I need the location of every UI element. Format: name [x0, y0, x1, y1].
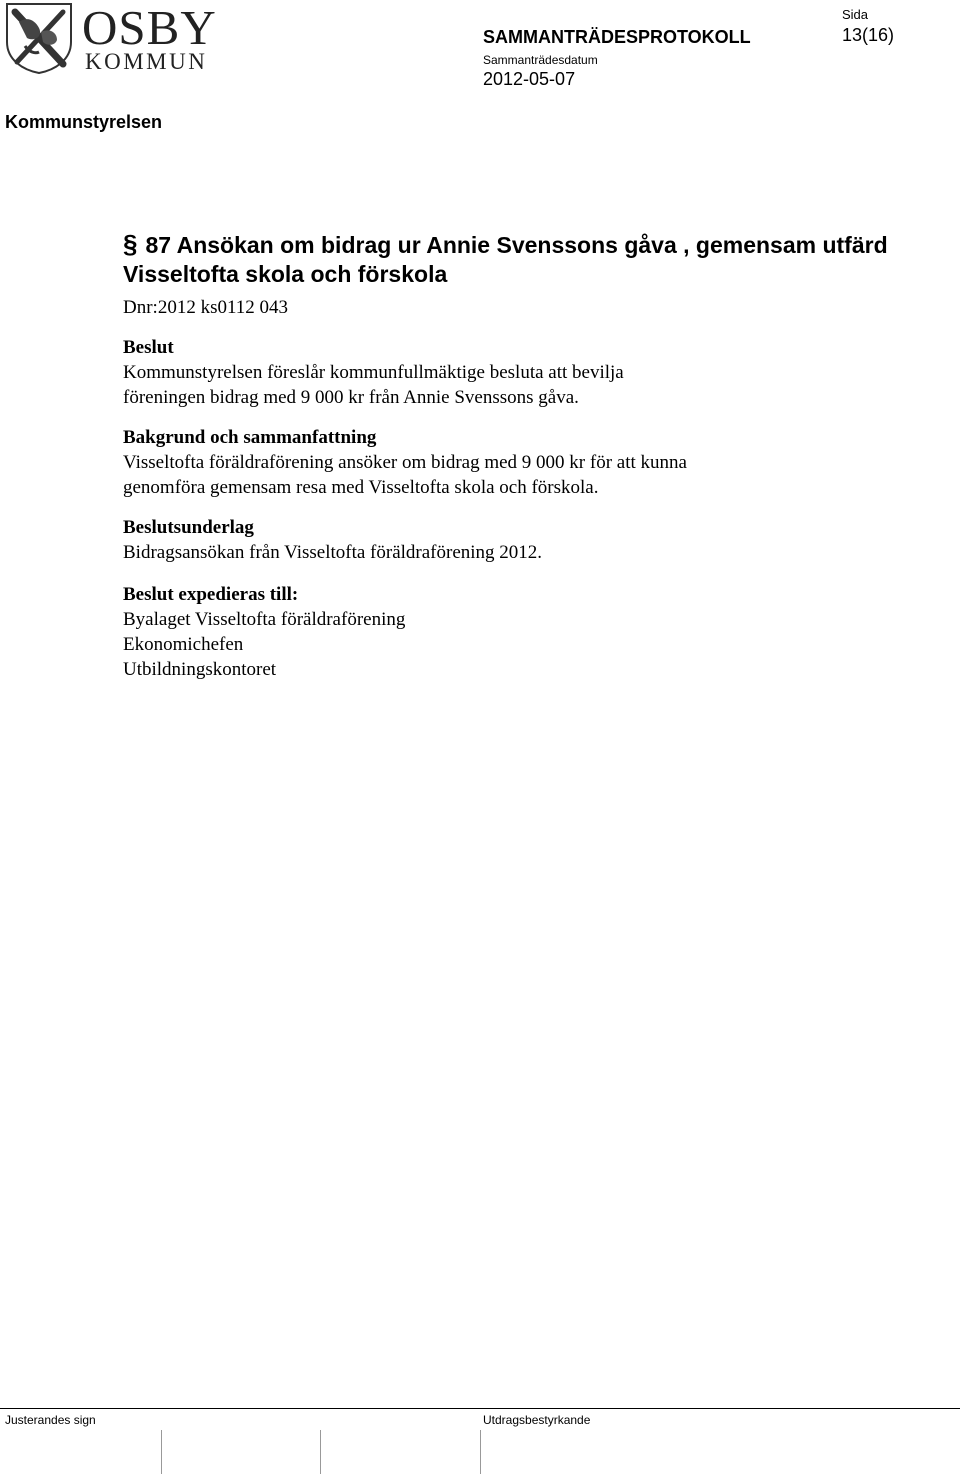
- organization-name: Kommunstyrelsen: [5, 112, 163, 132]
- osby-coat-of-arms-logo: [5, 2, 73, 74]
- recipient-item: Byalaget Visseltofta föräldraförening: [123, 609, 406, 630]
- meeting-date-value: 2012-05-07: [483, 69, 576, 89]
- meeting-date-label: Sammanträdesdatum: [483, 53, 598, 67]
- footer-divider: [0, 1408, 960, 1409]
- signature-box-divider: [161, 1430, 162, 1474]
- beslutsunderlag-heading: Beslutsunderlag: [123, 517, 254, 538]
- signature-box-divider: [320, 1430, 321, 1474]
- signature-box-divider: [480, 1430, 481, 1474]
- bakgrund-heading: Bakgrund och sammanfattning: [123, 427, 377, 448]
- expedieras-heading: Beslut expedieras till:: [123, 584, 299, 605]
- paragraph-title: [123, 230, 903, 289]
- recipient-item: Utbildningskontoret: [123, 659, 277, 680]
- beslut-text-line: föreningen bidrag med 9 000 kr från Annie Svenssons gåva.: [123, 387, 579, 408]
- page-number: 13(16): [842, 25, 895, 45]
- beslut-text-line: Kommunstyrelsen föreslår kommunfullmäktige besluta att bevilja: [123, 362, 624, 383]
- beslut-heading: Beslut: [123, 337, 174, 358]
- document-type: SAMMANTRÄDESPROTOKOLL: [483, 27, 751, 47]
- bakgrund-text-line: genomföra gemensam resa med Visseltofta skola och förskola.: [123, 477, 599, 498]
- justerandes-sign-label: Justerandes sign: [5, 1413, 96, 1427]
- beslutsunderlag-text: Bidragsansökan från Visseltofta föräldraförening 2012.: [123, 542, 543, 563]
- paragraph-title-text: 87 Ansökan om bidrag ur Annie Svenssons gåva , gemensam utfärd Visseltofta skola och förskola: [123, 232, 888, 287]
- utdragsbestyrkande-label: Utdragsbestyrkande: [483, 1413, 591, 1427]
- logo-wordmark-osby: OSBY: [82, 0, 217, 55]
- diary-number: Dnr:2012 ks0112 043: [123, 297, 289, 318]
- logo-wordmark-kommun: KOMMUN: [85, 49, 208, 74]
- page-label: Sida: [842, 7, 869, 22]
- recipient-item: Ekonomichefen: [123, 634, 244, 655]
- bakgrund-text-line: Visseltofta föräldraförening ansöker om bidrag med 9 000 kr för att kunna: [123, 452, 687, 473]
- paragraph-body: [123, 230, 903, 682]
- section-mark: §: [123, 229, 138, 259]
